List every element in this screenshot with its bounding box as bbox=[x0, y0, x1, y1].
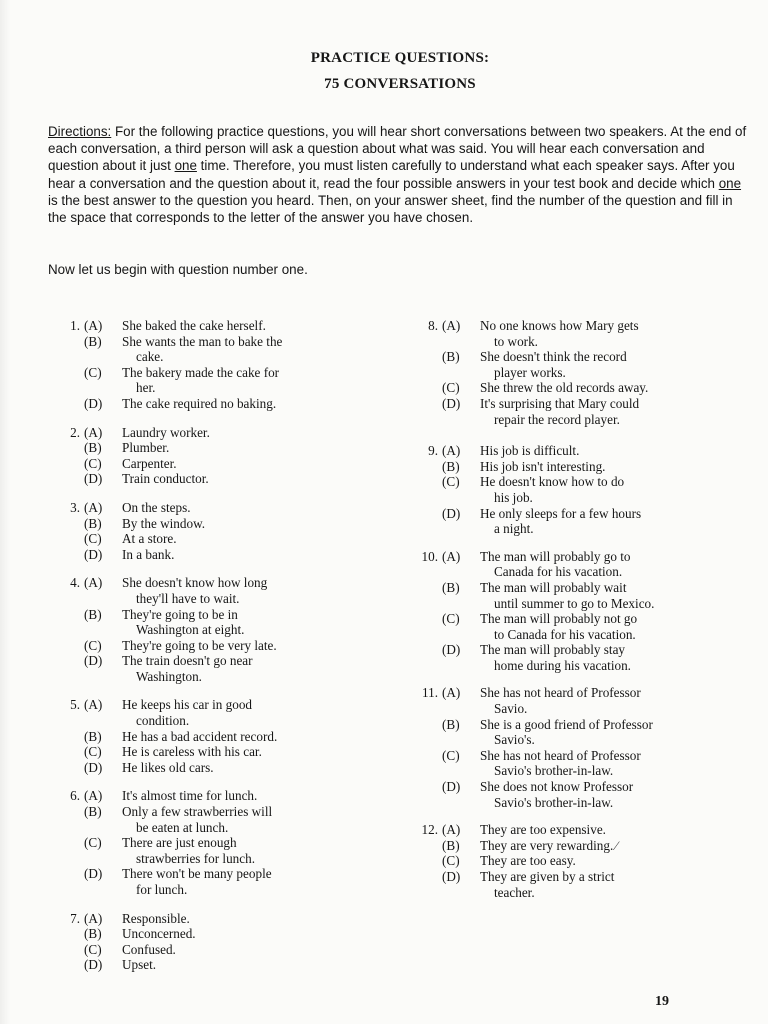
question-number: 9. bbox=[428, 443, 438, 459]
option-letter: (D) bbox=[442, 642, 461, 658]
question-number: 11. bbox=[422, 685, 438, 701]
option-text bbox=[120, 440, 372, 456]
page-subtitle: 75 CONVERSATIONS bbox=[324, 76, 476, 92]
option-text bbox=[478, 869, 740, 900]
option-text bbox=[478, 549, 740, 580]
option-text-continuation: Savio's. bbox=[494, 732, 535, 748]
option-text-line: They are too expensive. bbox=[480, 822, 606, 838]
intro-text: Now let us begin with question number one. bbox=[48, 262, 308, 277]
answer-option bbox=[410, 318, 740, 349]
option-text-line: She doesn't know how long bbox=[122, 575, 268, 591]
answer-option bbox=[52, 911, 372, 927]
answer-option bbox=[52, 456, 372, 472]
option-text bbox=[478, 838, 740, 854]
option-letter: (C) bbox=[84, 835, 102, 851]
answer-option bbox=[410, 611, 740, 642]
option-letter: (A) bbox=[84, 499, 103, 515]
answer-option bbox=[52, 425, 372, 441]
option-letter: (A) bbox=[442, 318, 461, 333]
option-text-line: She is a good friend of Professor bbox=[480, 716, 653, 732]
option-text-continuation: Savio's brother-in-law. bbox=[494, 763, 614, 779]
option-text-line: There are just enough bbox=[122, 835, 237, 851]
option-text-line: She wants the man to bake the bbox=[122, 333, 283, 349]
option-text bbox=[120, 334, 372, 365]
option-text bbox=[120, 396, 372, 412]
option-text bbox=[478, 443, 740, 459]
option-letter: (B) bbox=[442, 837, 460, 853]
option-text bbox=[120, 500, 372, 516]
option-text-line: The man will probably stay bbox=[480, 642, 626, 658]
question-number: 12. bbox=[421, 822, 438, 838]
option-text bbox=[478, 474, 740, 505]
option-text bbox=[478, 748, 740, 779]
question-12 bbox=[410, 822, 740, 900]
option-text-line: They are very rewarding. bbox=[480, 837, 614, 853]
option-text bbox=[120, 456, 372, 472]
option-text-continuation: until summer to go to Mexico. bbox=[494, 595, 655, 611]
option-letter: (D) bbox=[442, 505, 461, 521]
option-text-line: In a bank. bbox=[122, 546, 175, 562]
option-letter: (D) bbox=[442, 395, 461, 411]
answer-option bbox=[410, 838, 740, 854]
option-text bbox=[478, 349, 740, 380]
option-letter: (B) bbox=[442, 579, 460, 595]
option-text bbox=[478, 318, 740, 349]
option-letter: (C) bbox=[84, 364, 102, 380]
answer-option bbox=[410, 549, 740, 580]
page-title: PRACTICE QUESTIONS: bbox=[310, 50, 490, 66]
option-letter: (B) bbox=[84, 333, 102, 349]
questions-column-left bbox=[52, 318, 372, 986]
option-text-line: The train doesn't go near bbox=[122, 653, 253, 669]
answer-option bbox=[52, 835, 372, 866]
option-text-line: Unconcerned. bbox=[122, 926, 196, 942]
option-text-line: She baked the cake herself. bbox=[122, 318, 266, 333]
answer-option bbox=[410, 396, 740, 427]
answer-option bbox=[410, 474, 740, 505]
question-8 bbox=[410, 318, 740, 427]
option-text-continuation: Savio. bbox=[494, 701, 528, 717]
option-text-line: She has not heard of Professor bbox=[480, 747, 641, 763]
question-number: 1. bbox=[70, 318, 80, 333]
option-text-line: He likes old cars. bbox=[122, 759, 214, 775]
option-text-line: He is careless with his car. bbox=[122, 744, 262, 760]
answer-option bbox=[52, 926, 372, 942]
answer-option bbox=[52, 547, 372, 563]
question-number: 2. bbox=[70, 424, 80, 440]
option-letter: (A) bbox=[442, 548, 461, 564]
option-letter: (A) bbox=[84, 788, 103, 804]
option-text bbox=[120, 760, 372, 776]
option-text-line: Laundry worker. bbox=[122, 424, 210, 440]
answer-option bbox=[52, 575, 372, 606]
option-text-line: He has a bad accident record. bbox=[122, 728, 278, 744]
question-4 bbox=[52, 575, 372, 684]
option-letter: (B) bbox=[442, 716, 460, 732]
option-text-line: There won't be many people bbox=[122, 866, 272, 882]
option-text bbox=[120, 516, 372, 532]
option-text-line: No one knows how Mary gets bbox=[480, 318, 639, 333]
answer-option bbox=[52, 365, 372, 396]
option-text bbox=[478, 685, 740, 716]
option-letter: (B) bbox=[442, 349, 460, 365]
question-3 bbox=[52, 500, 372, 562]
option-text-continuation: her. bbox=[136, 380, 156, 396]
question-number: 6. bbox=[70, 788, 80, 804]
option-text-line: She has not heard of Professor bbox=[480, 685, 641, 701]
directions-label: Directions: bbox=[48, 124, 112, 139]
option-text bbox=[120, 957, 372, 973]
option-text-continuation: Canada for his vacation. bbox=[494, 564, 623, 580]
answer-option bbox=[410, 349, 740, 380]
option-text-line: They're going to be in bbox=[122, 606, 238, 622]
answer-option bbox=[52, 729, 372, 745]
option-text-continuation: to Canada for his vacation. bbox=[494, 626, 636, 642]
option-letter: (C) bbox=[442, 380, 460, 396]
option-text-line: His job is difficult. bbox=[480, 443, 580, 459]
option-letter: (D) bbox=[84, 471, 103, 487]
option-text bbox=[120, 575, 372, 606]
option-letter: (B) bbox=[84, 804, 102, 820]
answer-option bbox=[52, 942, 372, 958]
option-letter: (D) bbox=[442, 779, 461, 795]
option-letter: (B) bbox=[84, 926, 102, 942]
option-letter: (A) bbox=[442, 443, 461, 459]
pencil-check-mark-icon: ⁄ bbox=[615, 837, 618, 853]
option-text-line: They are too easy. bbox=[480, 853, 576, 869]
option-text bbox=[478, 822, 740, 838]
option-letter: (C) bbox=[84, 531, 102, 547]
option-text-line: Plumber. bbox=[122, 440, 170, 456]
option-letter: (A) bbox=[84, 575, 103, 591]
option-text bbox=[478, 642, 740, 673]
option-letter: (B) bbox=[84, 515, 102, 531]
option-letter: (D) bbox=[84, 759, 103, 775]
option-letter: (C) bbox=[442, 853, 460, 869]
answer-option bbox=[52, 788, 372, 804]
question-number: 4. bbox=[70, 575, 80, 591]
option-letter: (C) bbox=[442, 747, 460, 763]
option-letter: (D) bbox=[84, 546, 103, 562]
answer-option bbox=[410, 822, 740, 838]
answer-option bbox=[410, 580, 740, 611]
option-letter: (D) bbox=[84, 957, 103, 973]
option-letter: (C) bbox=[84, 941, 102, 957]
answer-option bbox=[52, 957, 372, 973]
option-text-line: By the window. bbox=[122, 515, 206, 531]
option-letter: (A) bbox=[442, 822, 461, 838]
option-text bbox=[120, 531, 372, 547]
option-text-line: He only sleeps for a few hours bbox=[480, 505, 642, 521]
option-text bbox=[478, 853, 740, 869]
option-text bbox=[120, 788, 372, 804]
option-text-continuation: Savio's brother-in-law. bbox=[494, 794, 614, 810]
question-number: 10. bbox=[421, 548, 438, 564]
page-number: 19 bbox=[655, 994, 669, 1009]
option-text-line: Confused. bbox=[122, 941, 176, 957]
answer-option bbox=[52, 531, 372, 547]
option-text-line: On the steps. bbox=[122, 499, 191, 515]
answer-option bbox=[52, 440, 372, 456]
option-text-line: At a store. bbox=[122, 531, 177, 547]
answer-option bbox=[410, 779, 740, 810]
directions-text-b: time. Therefore, you must listen carefully to understand what each speaker says. After you hear a conversation and the question about it, read the four possible answers in your test book and decide which bbox=[48, 158, 735, 191]
option-text bbox=[478, 380, 740, 396]
option-text-line: She doesn't think the record bbox=[480, 349, 627, 365]
answer-option bbox=[52, 607, 372, 638]
option-text bbox=[120, 866, 372, 897]
option-text bbox=[120, 697, 372, 728]
option-text bbox=[120, 835, 372, 866]
option-text bbox=[120, 607, 372, 638]
option-text-line: It's surprising that Mary could bbox=[480, 395, 640, 411]
answer-option bbox=[52, 697, 372, 728]
option-text-line: The cake required no baking. bbox=[122, 395, 277, 411]
directions-text-c: is the best answer to the question you heard. Then, on your answer sheet, find the number of the question and fill in the space that corresponds to the letter of the answer you have chosen. bbox=[48, 192, 733, 226]
option-letter: (A) bbox=[442, 685, 461, 701]
option-letter: (C) bbox=[84, 637, 102, 653]
option-text bbox=[120, 547, 372, 563]
option-letter: (A) bbox=[84, 318, 103, 333]
option-text bbox=[478, 717, 740, 748]
option-text-continuation: for lunch. bbox=[136, 882, 188, 897]
option-text bbox=[478, 779, 740, 810]
answer-option bbox=[52, 744, 372, 760]
option-text bbox=[478, 580, 740, 611]
option-text-continuation: strawberries for lunch. bbox=[136, 850, 256, 866]
question-number: 3. bbox=[70, 499, 80, 515]
option-letter: (B) bbox=[84, 728, 102, 744]
option-text bbox=[120, 804, 372, 835]
option-text-line: Responsible. bbox=[122, 910, 190, 926]
answer-option bbox=[410, 506, 740, 537]
answer-option bbox=[52, 760, 372, 776]
option-letter: (C) bbox=[84, 744, 102, 760]
option-text-line: The bakery made the cake for bbox=[122, 364, 280, 380]
option-letter: (C) bbox=[442, 474, 460, 490]
option-text bbox=[120, 318, 372, 334]
answer-option bbox=[410, 869, 740, 900]
option-text bbox=[478, 506, 740, 537]
option-text-line: She threw the old records away. bbox=[480, 380, 649, 396]
question-2 bbox=[52, 425, 372, 487]
answer-option bbox=[410, 443, 740, 459]
option-text bbox=[478, 611, 740, 642]
answer-option bbox=[410, 380, 740, 396]
option-text-continuation: they'll have to wait. bbox=[136, 590, 240, 606]
answer-option bbox=[52, 804, 372, 835]
answer-option bbox=[52, 653, 372, 684]
directions-emphasis-1: one bbox=[174, 158, 197, 174]
option-text-continuation: Washington. bbox=[136, 668, 202, 684]
answer-option bbox=[52, 516, 372, 532]
option-text-line: Only a few strawberries will bbox=[122, 804, 273, 820]
option-letter: (A) bbox=[84, 697, 103, 713]
question-6 bbox=[52, 788, 372, 897]
answer-option bbox=[410, 642, 740, 673]
option-letter: (D) bbox=[84, 395, 103, 411]
option-text bbox=[120, 744, 372, 760]
option-text-continuation: condition. bbox=[136, 713, 190, 729]
option-letter: (B) bbox=[84, 606, 102, 622]
answer-option bbox=[410, 748, 740, 779]
option-text-continuation: player works. bbox=[494, 364, 566, 380]
option-text-continuation: repair the record player. bbox=[494, 411, 620, 427]
option-text-line: Upset. bbox=[122, 957, 157, 973]
answer-option bbox=[410, 853, 740, 869]
option-text bbox=[120, 365, 372, 396]
option-letter: (C) bbox=[442, 611, 460, 627]
option-letter: (D) bbox=[442, 869, 461, 884]
answer-option bbox=[52, 334, 372, 365]
question-10 bbox=[410, 549, 740, 674]
option-text-continuation: be eaten at lunch. bbox=[136, 819, 229, 835]
option-letter: (D) bbox=[84, 653, 103, 669]
directions-text-a: For the following practice questions, you will hear short conversations between two speakers. At the end of each conversation, a third person will ask a question about what was said. You will hear each conversation and question about it just bbox=[48, 124, 747, 174]
option-text bbox=[120, 911, 372, 927]
option-text-line: They are given by a strict bbox=[480, 869, 615, 884]
option-text-line: It's almost time for lunch. bbox=[122, 788, 258, 804]
answer-option bbox=[52, 500, 372, 516]
answer-option bbox=[52, 396, 372, 412]
option-text-continuation: home during his vacation. bbox=[494, 657, 631, 673]
option-text-line: The man will probably wait bbox=[480, 579, 627, 595]
option-letter: (C) bbox=[84, 455, 102, 471]
option-letter: (D) bbox=[84, 866, 103, 882]
option-letter: (A) bbox=[84, 910, 103, 926]
option-text-line: They're going to be very late. bbox=[122, 637, 277, 653]
option-letter: (B) bbox=[84, 440, 102, 456]
option-text-line: He doesn't know how to do bbox=[480, 474, 625, 490]
answer-option bbox=[52, 471, 372, 487]
answer-option bbox=[52, 638, 372, 654]
question-9 bbox=[410, 443, 740, 537]
question-7 bbox=[52, 911, 372, 973]
option-text bbox=[120, 942, 372, 958]
option-text-line: Train conductor. bbox=[122, 471, 209, 487]
option-text bbox=[120, 926, 372, 942]
directions-emphasis-2: one bbox=[718, 175, 742, 191]
option-text bbox=[478, 396, 740, 427]
answer-option bbox=[52, 866, 372, 897]
option-text-continuation: a night. bbox=[494, 521, 534, 537]
option-letter: (B) bbox=[442, 458, 460, 474]
question-5 bbox=[52, 697, 372, 775]
option-text bbox=[120, 471, 372, 487]
option-text-line: His job isn't interesting. bbox=[480, 458, 606, 474]
question-11 bbox=[410, 685, 740, 810]
answer-option bbox=[52, 318, 372, 334]
option-text bbox=[120, 425, 372, 441]
option-text-continuation: teacher. bbox=[494, 884, 535, 900]
answer-option bbox=[410, 717, 740, 748]
option-text-line: Carpenter. bbox=[122, 455, 177, 471]
question-number: 7. bbox=[70, 910, 80, 926]
option-text bbox=[120, 729, 372, 745]
question-number: 5. bbox=[70, 697, 80, 713]
answer-option bbox=[410, 685, 740, 716]
option-text bbox=[478, 459, 740, 475]
option-letter: (A) bbox=[84, 424, 103, 440]
option-text-line: He keeps his car in good bbox=[122, 697, 253, 713]
option-text-line: She does not know Professor bbox=[480, 779, 634, 795]
page-edge-shadow bbox=[0, 0, 10, 1024]
option-text-continuation: cake. bbox=[136, 349, 164, 365]
option-text-line: The man will probably go to bbox=[480, 548, 631, 564]
question-1 bbox=[52, 318, 372, 412]
directions-paragraph bbox=[48, 123, 750, 226]
question-number: 8. bbox=[428, 318, 438, 333]
option-text bbox=[120, 653, 372, 684]
option-text bbox=[120, 638, 372, 654]
option-text-continuation: to work. bbox=[494, 333, 538, 349]
option-text-line: The man will probably not go bbox=[480, 611, 638, 627]
option-text-continuation: Washington at eight. bbox=[136, 622, 245, 638]
answer-option bbox=[410, 459, 740, 475]
option-text-continuation: his job. bbox=[494, 489, 533, 505]
questions-column-right bbox=[410, 318, 740, 913]
